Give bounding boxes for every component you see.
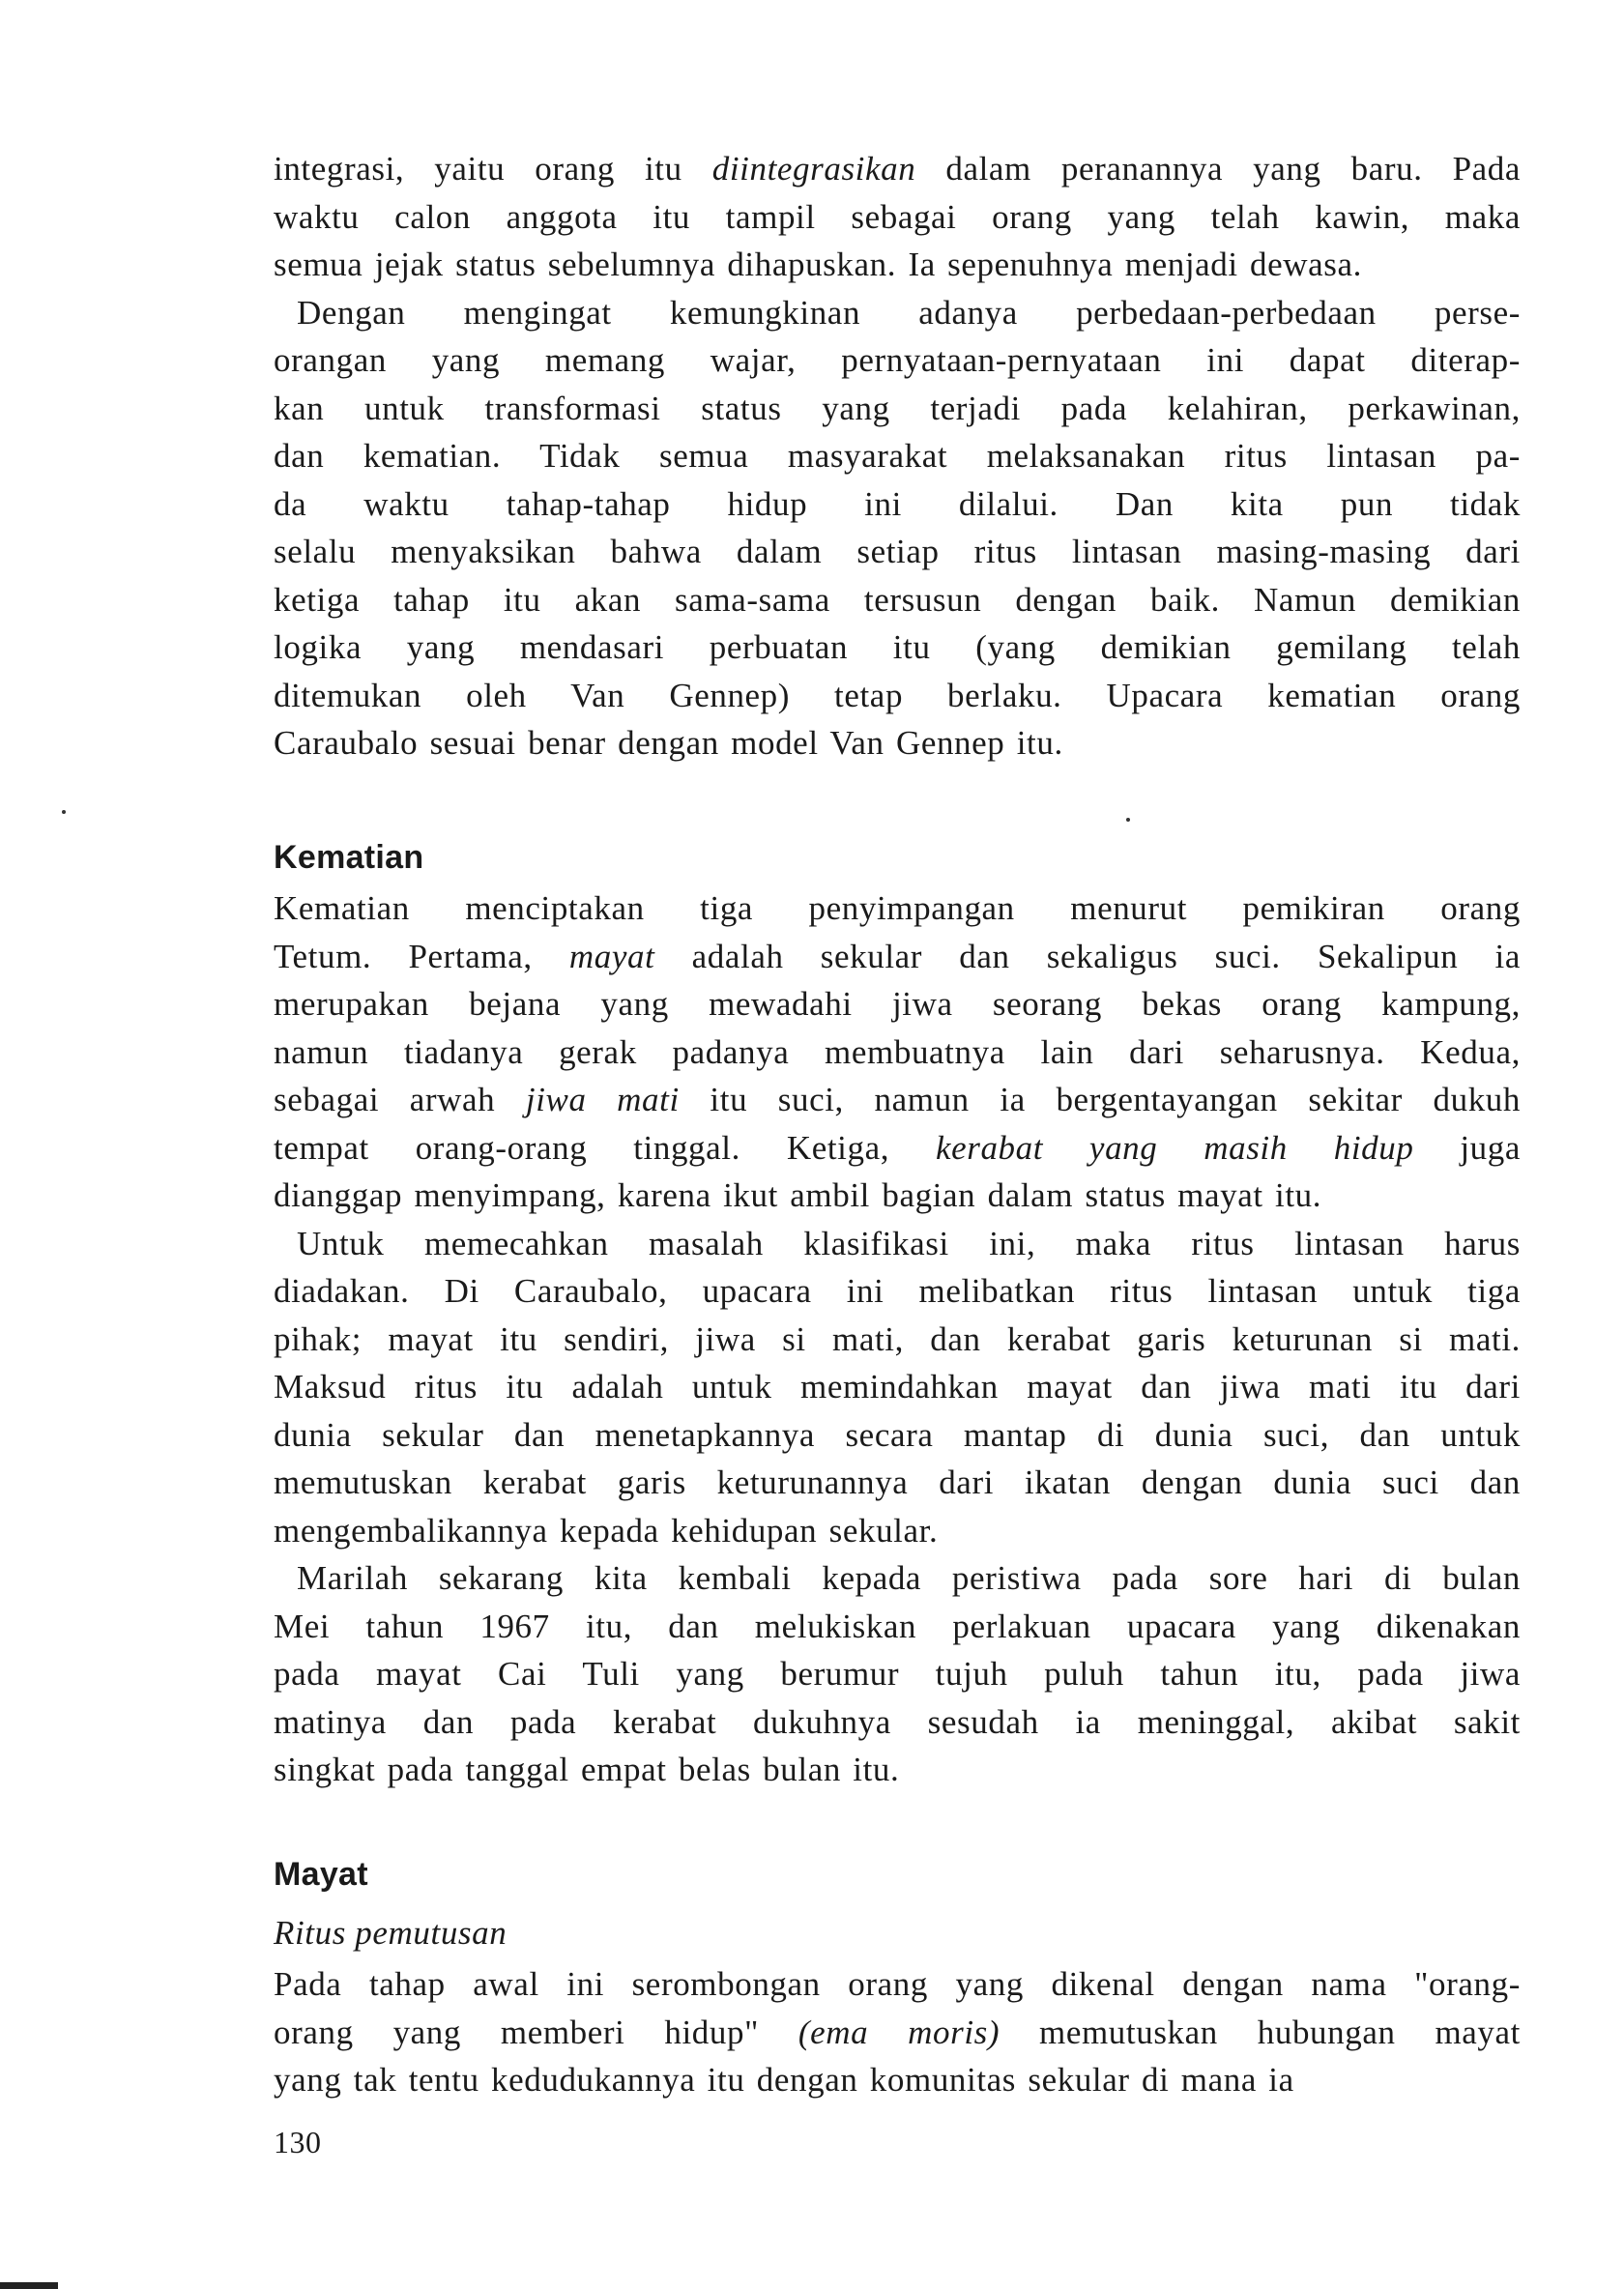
section-heading-kematian: Kematian <box>274 839 424 876</box>
subsection-heading-ritus-pemutusan: Ritus pemutusan <box>274 1914 508 1952</box>
text-line: pada mayat Cai Tuli yang berumur tujuh puluh tahun itu, pada jiwa <box>274 1655 1521 1693</box>
text-block-mayat <box>274 1960 1521 2104</box>
paragraph <box>274 1220 1521 1555</box>
paragraph <box>274 145 1521 289</box>
text-line: sebagai arwah jiwa mati itu suci, namun ia bergentayangan sekitar dukuh <box>274 1081 1521 1118</box>
text-line: merupakan bejana yang mewadahi jiwa seorang bekas orang kampung, <box>274 985 1521 1023</box>
text-line: waktu calon anggota itu tampil sebagai orang yang telah kawin, maka <box>274 197 1521 236</box>
paragraph <box>274 884 1521 1220</box>
text-line: ditemukan oleh Van Gennep) tetap berlaku. Upacara kematian orang <box>274 676 1521 714</box>
text-line: mengembalikannya kepada kehidupan sekular. <box>274 1511 939 1550</box>
text-line: orangan yang memang wajar, pernyataan-pernyataan ini dapat diterap- <box>274 341 1521 379</box>
italic-term: (ema moris) <box>798 2013 1000 2051</box>
text-block-kematian <box>274 884 1521 1794</box>
text-line: diadakan. Di Caraubalo, upacara ini melibatkan ritus lintasan untuk tiga <box>274 1272 1521 1310</box>
text-line: logika yang mendasari perbuatan itu (yang demikian gemilang telah <box>274 628 1521 666</box>
text-line: dunia sekular dan menetapkannya secara mantap di dunia suci, dan untuk <box>274 1415 1521 1454</box>
text-line: semua jejak status sebelumnya dihapuskan. Ia sepenuhnya menjadi dewasa. <box>274 246 1362 283</box>
paragraph <box>274 289 1521 768</box>
text-line: singkat pada tanggal empat belas bulan itu. <box>274 1751 900 1788</box>
text-line: yang tak tentu kedudukannya itu dengan komunitas sekular di mana ia <box>274 2061 1294 2099</box>
text-line: Dengan mengingat kemungkinan adanya perbedaan-perbedaan perse- <box>297 293 1521 332</box>
page-number: 130 <box>274 2125 322 2159</box>
text-line: Tetum. Pertama, mayat adalah sekular dan sekaligus suci. Sekalipun ia <box>274 937 1521 975</box>
scan-edge-mark <box>0 2282 58 2289</box>
italic-term: kerabat yang masih hidup <box>935 1128 1414 1167</box>
text-line: kan untuk transformasi status yang terjadi pada kelahiran, perkawinan, <box>274 389 1521 427</box>
italic-term: diintegrasikan <box>711 150 916 188</box>
text-line: matinya dan pada kerabat dukuhnya sesudah ia meninggal, akibat sakit <box>274 1702 1521 1741</box>
text-line: dan kematian. Tidak semua masyarakat melaksanakan ritus lintasan pa- <box>274 437 1521 475</box>
text-line: ketiga tahap itu akan sama-sama tersusun dengan baik. Namun demikian <box>274 580 1521 619</box>
text-line: orang yang memberi hidup" (ema moris) memutuskan hubungan mayat <box>274 2013 1521 2051</box>
paragraph <box>274 1960 1521 2104</box>
stray-mark <box>62 810 66 814</box>
text-line: Maksud ritus itu adalah untuk memindahkan mayat dan jiwa mati itu dari <box>274 1368 1521 1405</box>
text-block-intro <box>274 145 1521 768</box>
paragraph <box>274 1554 1521 1794</box>
text-line: Marilah sekarang kita kembali kepada peristiwa pada sore hari di bulan <box>297 1559 1521 1597</box>
text-line: Kematian menciptakan tiga penyimpangan menurut pemikiran orang <box>274 889 1521 927</box>
text-line: da waktu tahap-tahap hidup ini dilalui. Dan kita pun tidak <box>274 484 1521 523</box>
italic-term: mayat <box>568 937 655 975</box>
text-line: Untuk memecahkan masalah klasifikasi ini, maka ritus lintasan harus <box>297 1224 1521 1262</box>
text-line: selalu menyaksikan bahwa dalam setiap ritus lintasan masing-masing dari <box>274 533 1521 570</box>
text-line: Caraubalo sesuai benar dengan model Van Gennep itu. <box>274 724 1063 762</box>
italic-term: jiwa mati <box>525 1081 680 1118</box>
text-line: dianggap menyimpang, karena ikut ambil bagian dalam status mayat itu. <box>274 1176 1322 1214</box>
text-line: tempat orang-orang tinggal. Ketiga, kerabat yang masih hidup juga <box>274 1128 1521 1167</box>
section-heading-mayat: Mayat <box>274 1856 368 1893</box>
text-line: namun tiadanya gerak padanya membuatnya lain dari seharusnya. Kedua, <box>274 1032 1521 1071</box>
text-line: integrasi, yaitu orang itu diintegrasikan dalam peranannya yang baru. Pada <box>274 150 1522 188</box>
text-line: pihak; mayat itu sendiri, jiwa si mati, dan kerabat garis keturunan si mati. <box>274 1319 1521 1358</box>
text-line: Pada tahap awal ini serombongan orang yang dikenal dengan nama "orang- <box>274 1965 1521 2003</box>
text-line: Mei tahun 1967 itu, dan melukiskan perlakuan upacara yang dikenakan <box>274 1607 1521 1645</box>
stray-mark <box>1126 818 1130 822</box>
text-line: memutuskan kerabat garis keturunannya dari ikatan dengan dunia suci dan <box>274 1463 1521 1501</box>
